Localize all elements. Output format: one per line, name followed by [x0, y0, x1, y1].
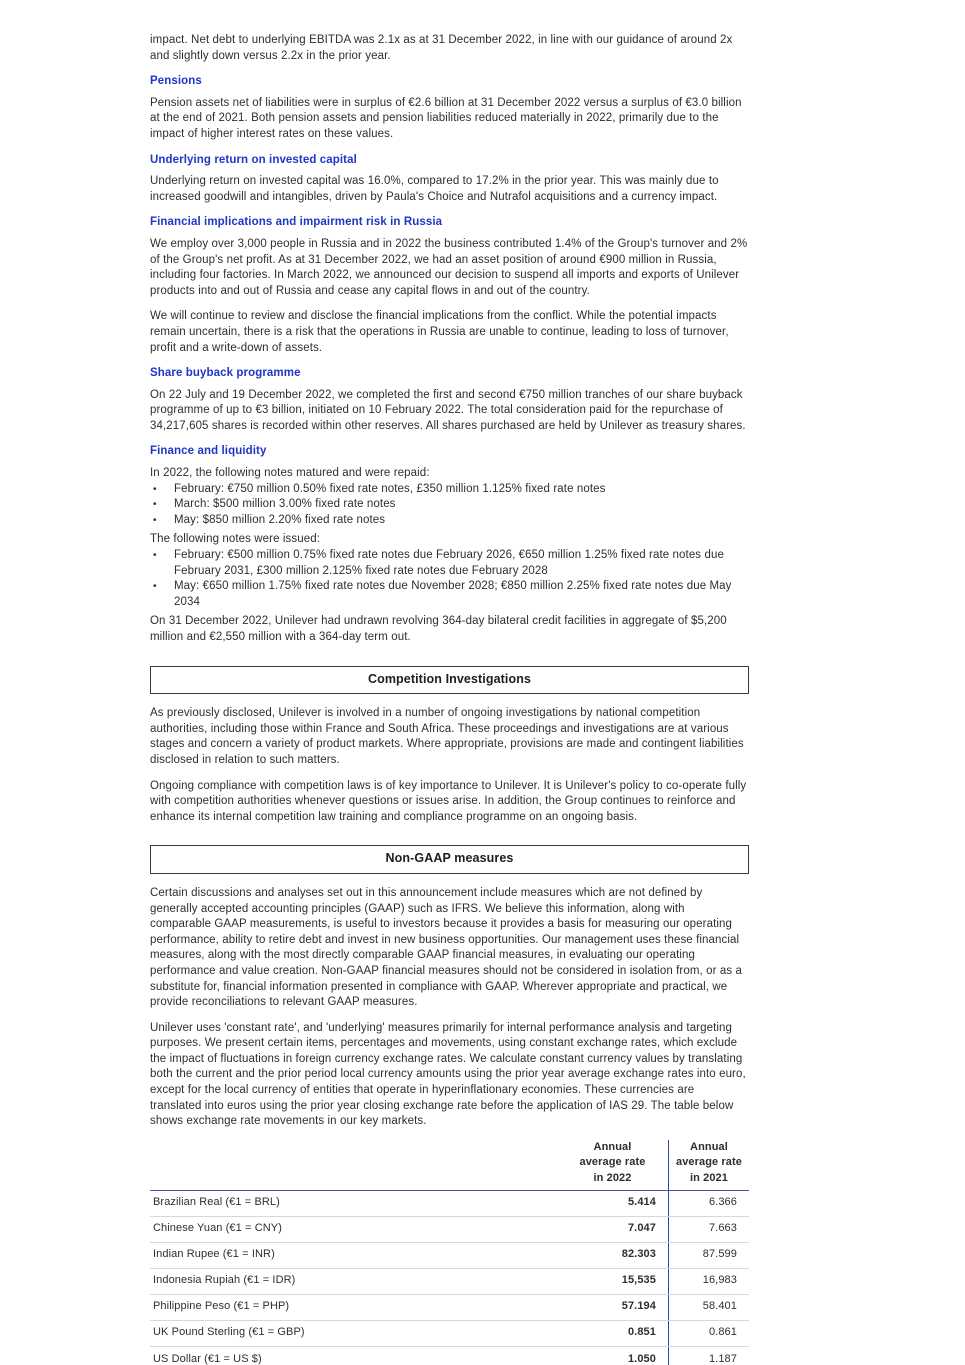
section-russia — [150, 215, 749, 356]
list-item-text: May: €650 million 1.75% fixed rate notes due November 2028; €850 million 2.25% fixed rate notes due May 2034 — [174, 580, 732, 608]
section-heading-share-buyback: Share buyback programme — [150, 367, 301, 380]
currency-label: Philippine Peso (€1 = PHP) — [153, 1300, 290, 1313]
bullet-icon: • — [153, 514, 157, 526]
section-heading-pensions: Pensions — [150, 75, 202, 88]
currency-label: Indian Rupee (€1 = INR) — [153, 1248, 275, 1261]
table-header-row — [150, 1140, 749, 1191]
rate-2022: 1.050 — [557, 1347, 669, 1365]
rate-2021: 87.599 — [702, 1248, 737, 1261]
rate-2022: 15,535 — [557, 1269, 669, 1294]
section-heading-underlying-return: Underlying return on invested capital — [150, 153, 357, 166]
rate-2022: 0.851 — [557, 1321, 669, 1346]
rate-2022: 5.414 — [557, 1191, 669, 1216]
rate-2021: 6.366 — [708, 1196, 737, 1209]
table-header-2022 — [557, 1140, 669, 1190]
table-header-2021 — [669, 1140, 749, 1190]
currency-label: Indonesia Rupiah (€1 = IDR) — [153, 1274, 296, 1287]
table-row — [150, 1321, 749, 1347]
paragraph: Pension assets net of liabilities were in surplus of €2.6 billion at 31 December 2022 versus a surplus of €3.0 billion at the end of 2021. Both pension assets and pension liabilities reduced materially in 2022, primarily due to the impact of higher interest rates on these values. — [150, 96, 742, 140]
currency-label: Chinese Yuan (€1 = CNY) — [153, 1222, 282, 1235]
list-item — [150, 482, 749, 498]
table-header-line: in 2022 — [593, 1172, 632, 1185]
section-competition-investigations — [150, 666, 749, 826]
currency-label: US Dollar (€1 = US $) — [153, 1353, 262, 1365]
list-item-text: May: $850 million 2.20% fixed rate notes — [174, 513, 386, 526]
credit-facilities-paragraph: On 31 December 2022, Unilever had undrawn revolving 364-day bilateral credit facilities in aggregate of $5,200 million and €2,550 million with a 364-day term out. — [150, 615, 727, 643]
section-underlying-return — [150, 153, 749, 206]
section-finance-liquidity — [150, 444, 749, 645]
table-header-currency-spacer — [150, 1140, 557, 1190]
table-row — [150, 1347, 749, 1365]
paragraph: Ongoing compliance with competition laws is of key importance to Unilever. It is Unilever's policy to co-operate fully with competition authorities whenever questions or issues arise. In addition, the Group continues to reinforce and enhance its internal competition law training and compliance programme on an ongoing basis. — [150, 779, 747, 823]
paragraph: We employ over 3,000 people in Russia and in 2022 the business contributed 1.4% of the Group's turnover and 2% of the Group's net profit. As at 31 December 2022, we had an asset position of around €900 million in Russia, including four factories. In March 2022, we announced our decision to suspend all imports and exports of Unilever products into and out of Russia and cease any capital flows in and out of the country. — [150, 237, 748, 297]
table-row — [150, 1295, 749, 1321]
section-heading-finance-liquidity: Finance and liquidity — [150, 445, 267, 458]
intro-paragraph: impact. Net debt to underlying EBITDA was 2.1x as at 31 December 2022, in line with our guidance of around 2x and slightly down versus 2.2x in the prior year. — [150, 34, 733, 62]
section-pensions — [150, 74, 749, 142]
section-non-gaap-measures — [150, 845, 749, 1130]
list-item — [150, 548, 749, 579]
table-header-line: average rate — [579, 1156, 646, 1169]
table-row — [150, 1217, 749, 1243]
repaid-notes-list — [150, 482, 749, 529]
paragraph: We will continue to review and disclose the financial implications from the conflict. While the potential impacts remain uncertain, there is a risk that the operations in Russia are unable to continue, leading to loss of turnover, profit and a write-down of assets. — [150, 310, 729, 354]
table-row — [150, 1243, 749, 1269]
rate-2021: 58.401 — [702, 1300, 737, 1313]
table-header-line: in 2021 — [689, 1172, 728, 1185]
issued-notes-intro: The following notes were issued: — [150, 533, 321, 546]
table-header-line: average rate — [675, 1156, 743, 1169]
table-header-line: Annual — [593, 1140, 632, 1153]
paragraph: Unilever uses 'constant rate', and 'underlying' measures primarily for internal performance analysis and targeting purposes. We present certain items, percentages and movements, using constant exchange rates, which exclude the impact of fluctuations in foreign currency exchange rates. We calculate constant currency values by translating both the current and the prior period local currency amounts using the prior year average exchange rates into euro, except for the local currency of entities that operate in hyperinflationary economies. These currencies are translated into euros using the prior year closing exchange rate before the application of IAS 29. The table below shows exchange rate movements in our key markets. — [150, 1021, 746, 1128]
paragraph: As previously disclosed, Unilever is involved in a number of ongoing investigations by national competition authorities, including those within France and South Africa. These proceedings and investigations are at various stages and concern a variety of product markets. Where appropriate, provisions are made and contingent liabilities disclosed in relation to such matters. — [150, 707, 744, 766]
list-item — [150, 497, 749, 513]
bullet-icon: • — [153, 581, 157, 593]
currency-label: Brazilian Real (€1 = BRL) — [153, 1196, 280, 1209]
non-gaap-measures-title-box: Non-GAAP measures — [150, 845, 749, 874]
issued-notes-list — [150, 548, 749, 610]
list-item-text: February: €500 million 0.75% fixed rate notes due February 2026, €650 million 1.25% fixed rate notes due February 2031, £300 million 2.125% fixed rate notes due February 2028 — [174, 549, 724, 577]
repaid-notes-intro: In 2022, the following notes matured and were repaid: — [150, 467, 430, 480]
rate-2021: 16,983 — [702, 1274, 737, 1287]
rate-2021: 1.187 — [708, 1353, 737, 1365]
list-item-text: March: $500 million 3.00% fixed rate notes — [174, 498, 396, 511]
list-item — [150, 513, 749, 529]
currency-label: UK Pound Sterling (€1 = GBP) — [153, 1326, 305, 1339]
section-heading-russia: Financial implications and impairment risk in Russia — [150, 216, 443, 229]
exchange-rate-table — [150, 1140, 749, 1365]
document-content — [150, 33, 749, 1365]
bullet-icon: • — [153, 499, 157, 511]
rate-2021: 0.861 — [708, 1326, 737, 1339]
paragraph: Underlying return on invested capital was 16.0%, compared to 17.2% in the prior year. This was mainly due to increased goodwill and intangibles, driven by Paula's Choice and Nutrafol acquisitions and a currency impact. — [150, 175, 719, 203]
rate-2022: 57.194 — [557, 1295, 669, 1320]
list-item-text: February: €750 million 0.50% fixed rate notes, £350 million 1.125% fixed rate notes — [174, 482, 606, 495]
paragraph: On 22 July and 19 December 2022, we completed the first and second €750 million tranches of our share buyback programme of up to €3 billion, initiated on 10 February 2022. The total consideration paid for the repurchase of 34,217,605 shares is recorded within other reserves. All shares purchased are held by Unilever as treasury shares. — [150, 388, 746, 432]
table-row — [150, 1191, 749, 1217]
bullet-icon: • — [153, 483, 157, 495]
rate-2022: 82.303 — [557, 1243, 669, 1268]
competition-investigations-title-box: Competition Investigations — [150, 666, 749, 695]
paragraph: Certain discussions and analyses set out in this announcement include measures which are not defined by generally accepted accounting principles (GAAP) such as IFRS. We believe this information, along with comparable GAAP measurements, is useful to investors because it provides a basis for measuring our operating performance, ability to retire debt and invest in new business opportunities. Our management uses these financial measures, along with the most directly comparable GAAP financial measures, in evaluating our operating performance and value creation. Non-GAAP financial measures should not be considered in isolation from, or as a substitute for, financial information presented in compliance with GAAP. Wherever appropriate and practical, we provide reconciliations to relevant GAAP measures. — [150, 886, 742, 1009]
bullet-icon: • — [153, 550, 157, 562]
rate-2021: 7.663 — [708, 1222, 737, 1235]
section-share-buyback — [150, 366, 749, 434]
table-header-line: Annual — [690, 1140, 728, 1153]
table-row — [150, 1269, 749, 1295]
list-item — [150, 579, 749, 610]
rate-2022: 7.047 — [557, 1217, 669, 1242]
